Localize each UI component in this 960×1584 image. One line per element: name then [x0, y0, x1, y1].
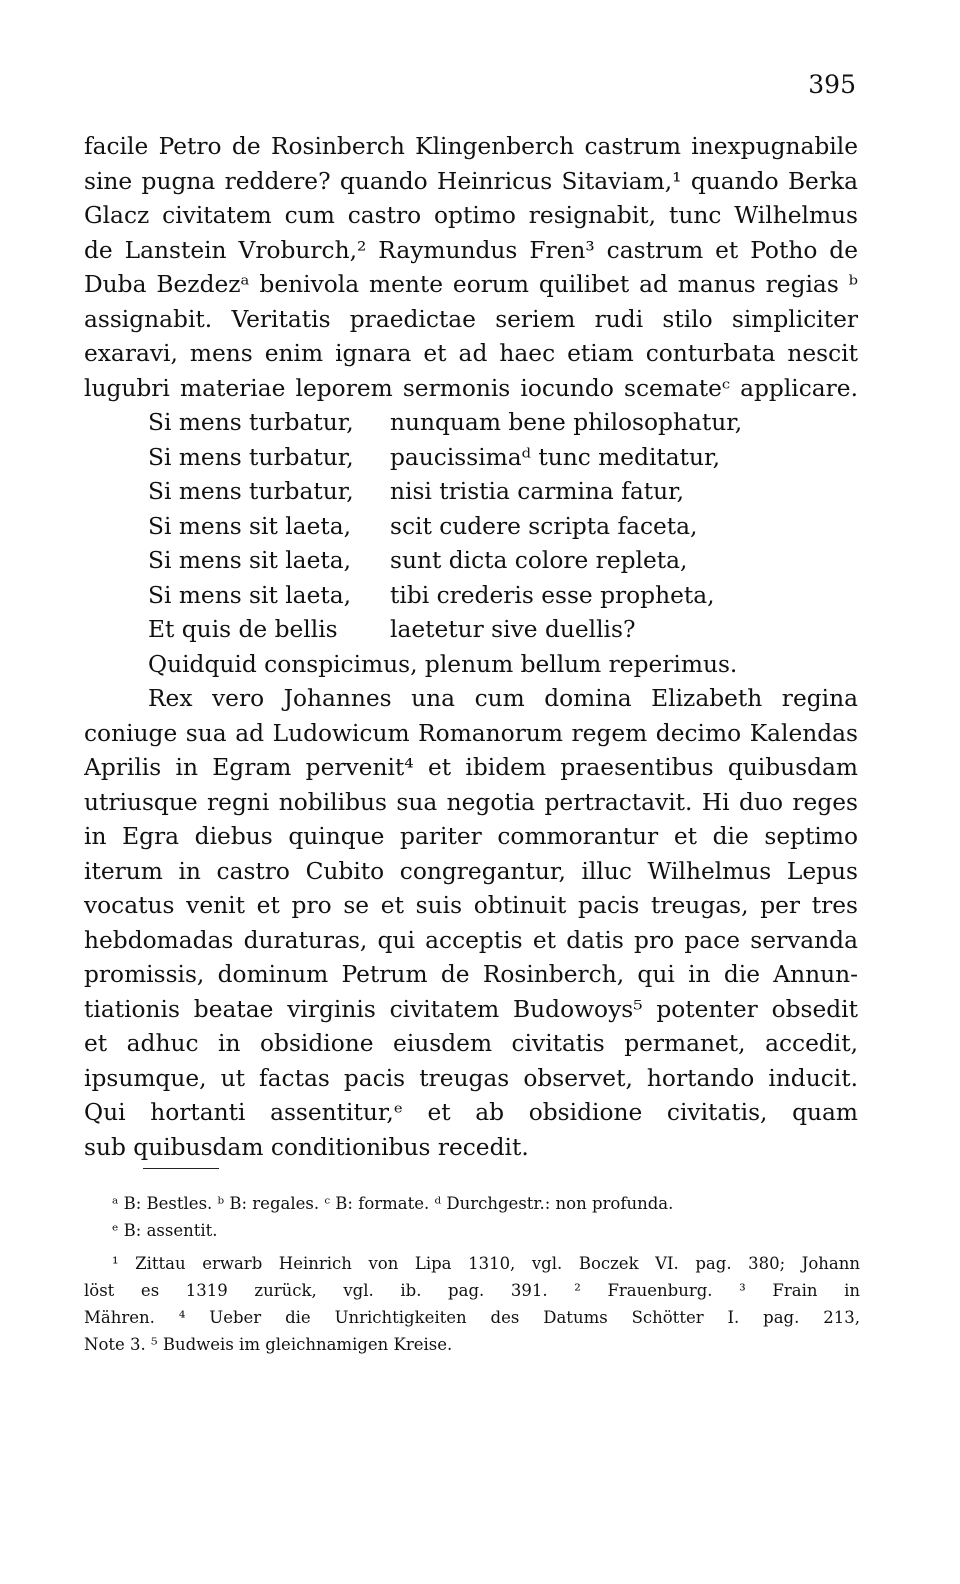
verse-closing-line: Quidquid conspicimus, plenum bellum reperimus. [148, 650, 738, 678]
footnote-divider [143, 1168, 219, 1169]
text-line: sine pugna reddere? quando Heinricus Sitaviam,¹ quando Berka [84, 167, 858, 195]
verse-right: nunquam bene philosophatur, [390, 409, 743, 436]
text-line: exaravi, mens enim ignara et ad haec etiam conturbata nescit [84, 340, 858, 367]
verse-right: nisi tristia carmina fatur, [390, 478, 685, 505]
paragraph-1 [84, 130, 858, 406]
text-line: hebdomadas duraturas, qui acceptis et datis pro pace servanda [84, 926, 858, 954]
footnote-line: ᵃ B: Bestles. ᵇ B: regales. ᶜ B: formate. ᵈ Durchgestr.: non profunda. [112, 1194, 674, 1213]
verse-left: Et quis de bellis [148, 616, 338, 643]
text-line: utriusque regni nobilibus sua negotia pertractavit. Hi duo reges [84, 788, 858, 816]
text-line: ipsumque, ut factas pacis treugas observet, hortando inducit. [84, 1064, 858, 1092]
text-line: coniuge sua ad Ludowicum Romanorum regem decimo Kalendas [84, 719, 858, 747]
main-text [84, 130, 858, 1165]
text-line: sub quibusdam conditionibus recedit. [84, 1133, 529, 1161]
verse-left: Si mens sit laeta, [148, 581, 352, 609]
verse-right: paucissimaᵈ tunc meditatur, [390, 443, 721, 471]
footnotes [84, 1190, 860, 1358]
verse-right: tibi crederis esse propheta, [390, 581, 715, 609]
text-line: tiationis beatae virginis civitatem Budowoys⁵ potenter obsedit [84, 995, 858, 1023]
footnote-line: Mähren. ⁴ Ueber die Unrichtigkeiten des Datums Schötter I. pag. 213, [84, 1308, 860, 1327]
text-line: Glacz civitatem cum castro optimo resignabit, tunc Wilhelmus [84, 202, 858, 229]
verse-left: Si mens turbatur, [148, 443, 354, 471]
text-line: assignabit. Veritatis praedictae seriem rudi stilo simpliciter [84, 305, 858, 333]
footnote-line: ᵉ B: assentit. [112, 1221, 218, 1240]
text-line: vocatus venit et pro se et suis obtinuit pacis treugas, per tres [84, 892, 858, 919]
textual-notes [84, 1190, 860, 1244]
verse-right: scit cudere scripta faceta, [390, 512, 698, 540]
verse-left: Si mens turbatur, [148, 409, 354, 436]
verse-line [84, 475, 858, 510]
verse-right: sunt dicta colore repleta, [390, 547, 688, 574]
verse-right: laetetur sive duellis? [390, 616, 636, 643]
footnote-line: ¹ Zittau erwarb Heinrich von Lipa 1310, vgl. Boczek VI. pag. 380; Johann [112, 1254, 860, 1273]
verse-line [84, 441, 858, 476]
footnote-line: Note 3. ⁵ Budweis im gleichnamigen Kreise. [84, 1335, 453, 1354]
text-line: Qui hortanti assentitur,ᵉ et ab obsidione civitatis, quam [84, 1099, 858, 1126]
paragraph-2 [84, 682, 858, 1165]
text-line: lugubri materiae leporem sermonis iocundo scemateᶜ applicare. [84, 374, 858, 402]
verse-left: Si mens turbatur, [148, 478, 354, 505]
footnote-line: löst es 1319 zurück, vgl. ib. pag. 391. ² Frauenburg. ³ Frain in [84, 1281, 860, 1300]
verse-left: Si mens sit laeta, [148, 547, 352, 574]
text-line: iterum in castro Cubito congregantur, illuc Wilhelmus Lepus [84, 857, 858, 885]
verse-line [84, 579, 858, 614]
verse-line [84, 510, 858, 545]
text-line: Rex vero Johannes una cum domina Elizabeth regina [148, 685, 858, 712]
text-line: de Lanstein Vroburch,² Raymundus Fren³ castrum et Potho de [84, 236, 858, 264]
text-line: in Egra diebus quinque pariter commorantur et die septimo [84, 823, 858, 850]
verse-line [84, 544, 858, 579]
text-line: et adhuc in obsidione eiusdem civitatis permanet, accedit, [84, 1030, 858, 1057]
text-line: promissis, dominum Petrum de Rosinberch, qui in die Annun- [84, 961, 858, 988]
verse-line [84, 406, 858, 441]
verse-line [84, 613, 858, 648]
text-line: facile Petro de Rosinberch Klingenberch castrum inexpugnabile [84, 133, 858, 160]
explanatory-notes [84, 1250, 860, 1358]
verse-left: Si mens sit laeta, [148, 512, 352, 540]
text-line: Duba Bezdezᵃ benivola mente eorum quilibet ad manus regias ᵇ [84, 271, 858, 298]
verse-block [84, 406, 858, 682]
page-number: 395 [808, 70, 856, 99]
text-line: Aprilis in Egram pervenit⁴ et ibidem praesentibus quibusdam [84, 754, 858, 781]
